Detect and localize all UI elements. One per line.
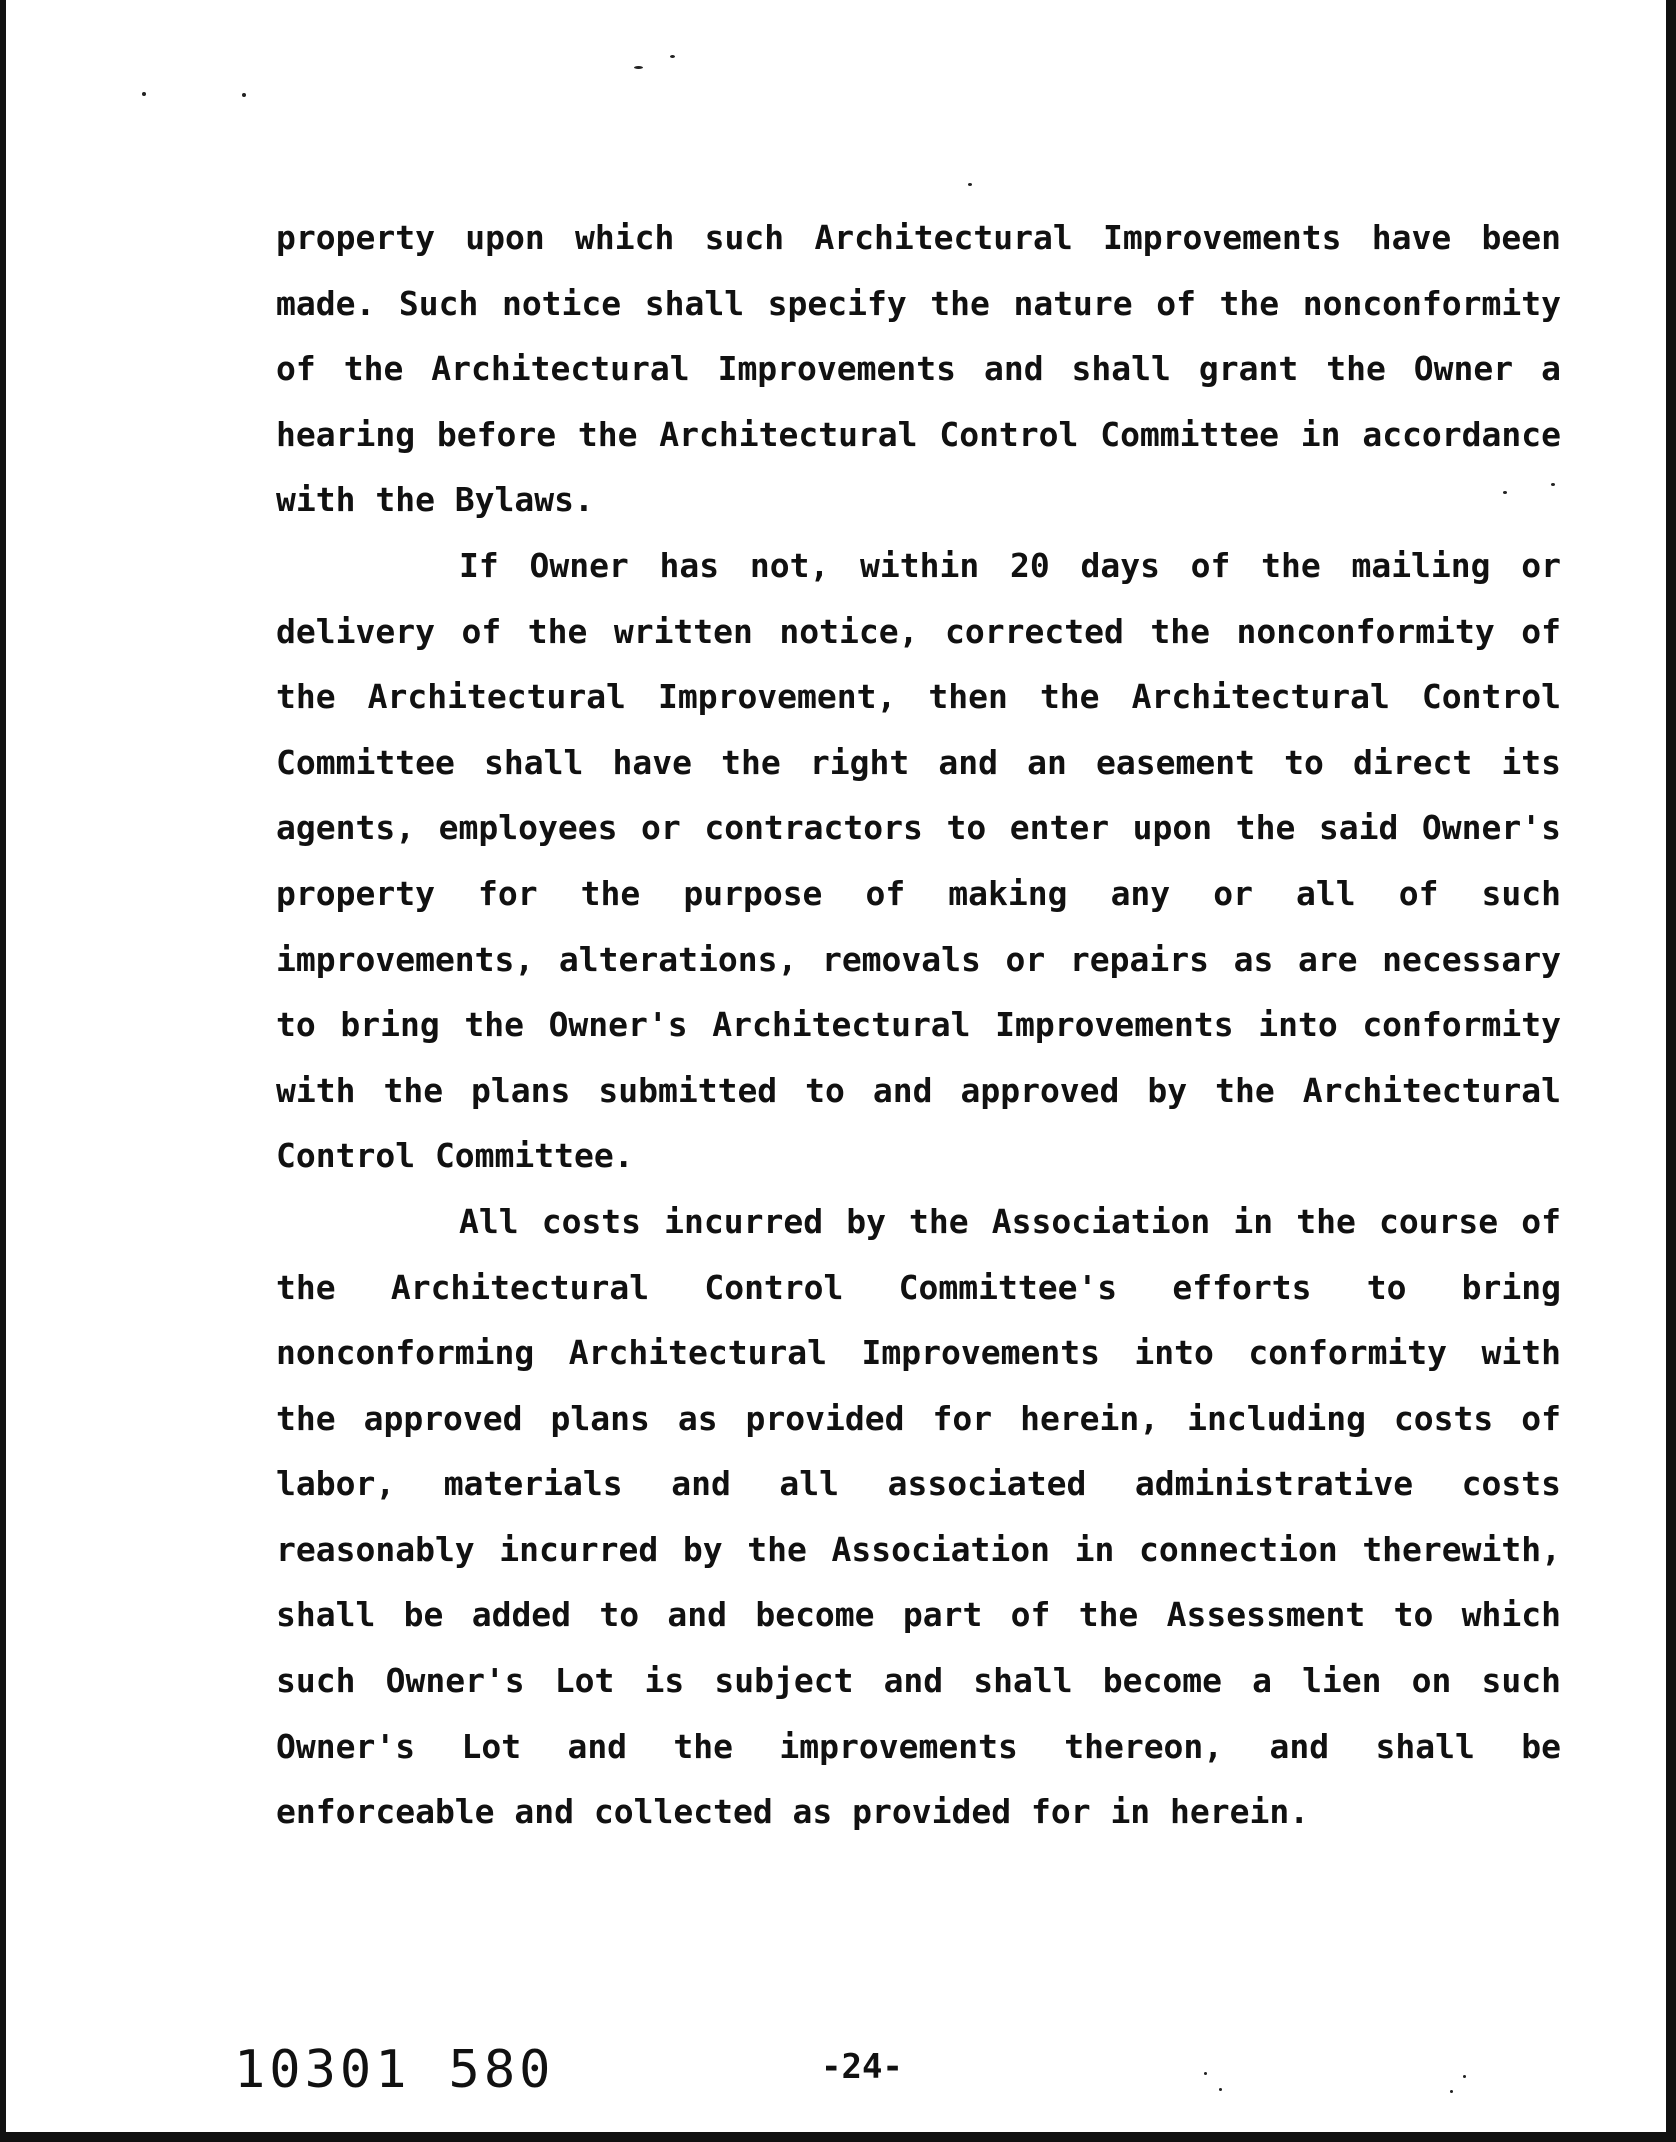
- scan-speck: [242, 93, 246, 97]
- scan-speck: [1450, 2090, 1453, 2093]
- scan-speck: [142, 92, 146, 96]
- scan-speck: [968, 183, 972, 186]
- page-number: -24-: [821, 2047, 903, 2087]
- scan-speck: [670, 55, 675, 58]
- scan-speck: [1204, 2072, 1207, 2075]
- body-text: [276, 205, 1561, 1845]
- document-number-a: 10301: [234, 2040, 411, 2100]
- paragraph: All costs incurred by the Association in the course of the Architectural Control Committee's efforts to bring nonconforming Architectural Improvements into conformity with the approved plans as provided for herein, including costs of labor, materials and all associated administrative costs reasonably incurred by the Association in connection therewith, shall be added to and become part of the Assessment to which such Owner's Lot is subject and shall become a lien on such Owner's Lot and the improvements thereon, and shall be enforceable and collected as provided for in herein.: [276, 1201, 1561, 1832]
- document-number: [234, 2040, 554, 2100]
- paragraph: property upon which such Architectural Improvements have been made. Such notice shall specify the nature of the nonconformity of the Architectural Improvements and shall grant the Owner a hearing before the Architectural Control Committee in accordance with the Bylaws.: [276, 218, 1561, 520]
- document-number-b: 580: [448, 2040, 555, 2100]
- scan-speck: [1219, 2088, 1222, 2091]
- paragraph: If Owner has not, within 20 days of the mailing or delivery of the written notice, corrected the nonconformity of the Architectural Improvement, then the Architectural Control Committee shall have the right and an easement to direct its agents, employees or contractors to enter upon the said Owner's property for the purpose of making any or all of such improvements, alterations, removals or repairs as are necessary to bring the Owner's Architectural Improvements into conformity with the plans submitted to and approved by the Architectural Control Committee.: [276, 545, 1561, 1176]
- scan-speck: [634, 66, 643, 69]
- scan-speck: [1463, 2075, 1466, 2078]
